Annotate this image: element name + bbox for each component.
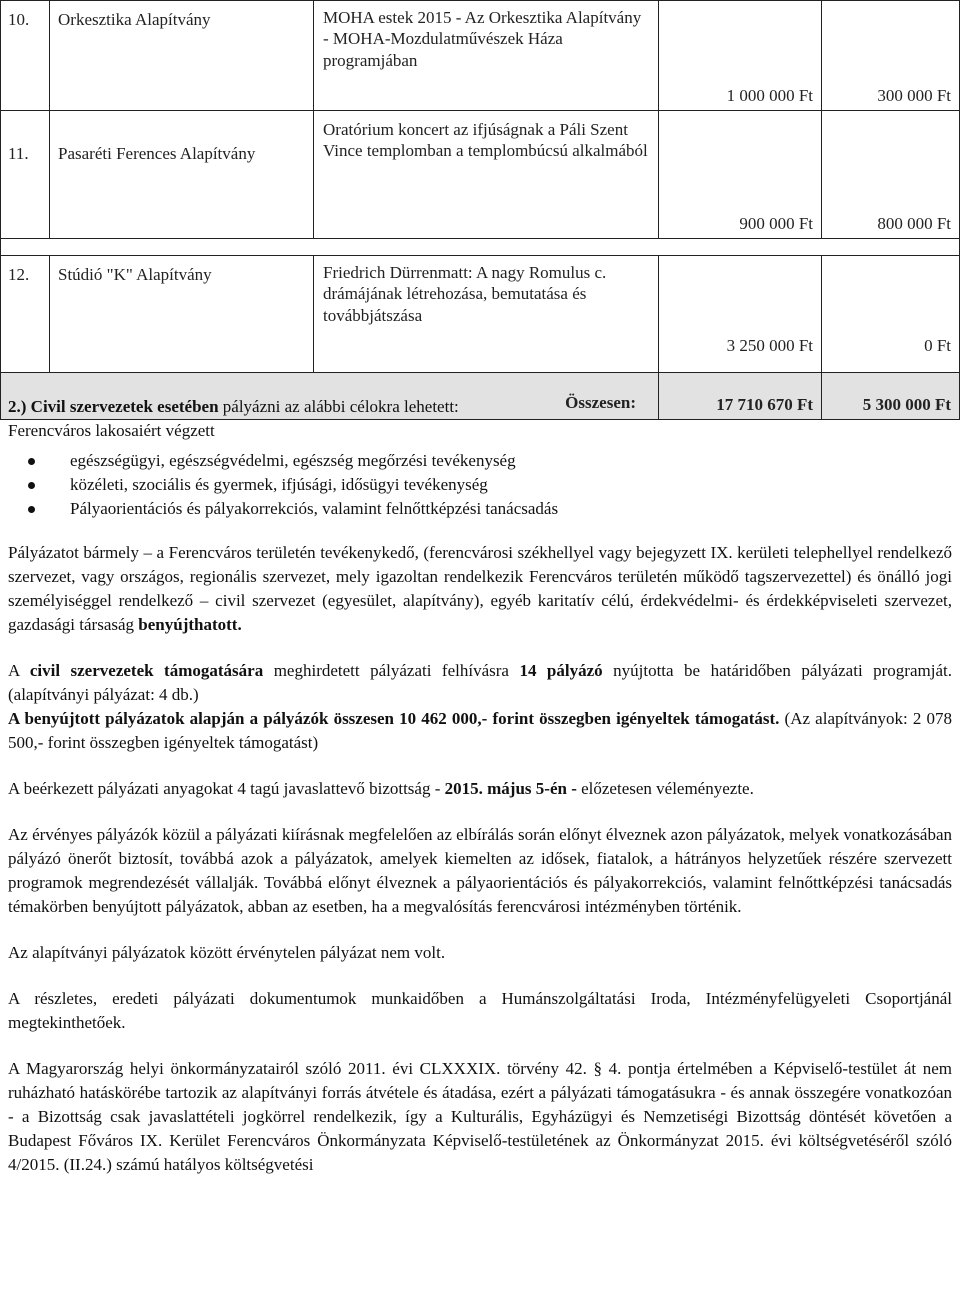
list-item: közéleti, szociális és gyermek, ifjúsági, idősügyi tevékenység <box>8 473 952 497</box>
eligibility-bold: benyújthatott. <box>138 615 242 634</box>
criteria-paragraph: Az érvényes pályázók közül a pályázati kiírásnak megfelelően az elbírálás során előnyt élveznek azon pályázatok, melyek vonatkozásában pályázó önerőt biztosít, továbbá azok a pályázatok, amelyek kiemelten az idősek, fiatalok, a hátrányos helyzetűek részére szervezett programok megrendezését vállalják. Továbbá előnyt élveznek a pályaorientációs és pályakorrekciós, valamint felnőttképzési tanácsadás témakörben benyújtott pályázatok, abban az esetben, ha a megvalósítás ferencvárosi intézményben történik. <box>8 825 952 916</box>
text-span: A beérkezett pályázati anyagokat 4 tagú javaslattevő bizottság - <box>8 779 445 798</box>
total-requested: 17 710 670 Ft <box>659 373 822 420</box>
text-span: nyújtotta be határidőben pályázati programját. (alapítványi pályázat: 4 db.) <box>8 661 952 704</box>
section-subtitle: Ferencváros lakosaiért végzett <box>8 421 215 440</box>
bold-span: A benyújtott pályázatok alapján a pályázók összesen 10 462 000,- forint összegben igényeltek támogatást. <box>8 709 780 728</box>
section-intro <box>8 395 952 419</box>
row-number: 10. <box>1 1 50 111</box>
section-intro-bold: 2.) Civil szervezetek esetében <box>8 397 219 416</box>
invalid-paragraph: Az alapítványi pályázatok között érvénytelen pályázat nem volt. <box>8 943 446 962</box>
project-title: Oratórium koncert az ifjúságnak a Páli Szent Vince templomban a templombúcsú alkalmából <box>314 111 659 239</box>
granted-amount: 800 000 Ft <box>822 111 960 239</box>
organization-name: Pasaréti Ferences Alapítvány <box>50 111 314 239</box>
text-span: A <box>8 661 30 680</box>
text-span: meghirdetett pályázati felhívásra <box>263 661 520 680</box>
bold-span: 2015. május 5-én - <box>444 779 577 798</box>
documents-paragraph: A részletes, eredeti pályázati dokumentumok munkaidőben a Humánszolgáltatási Iroda, Intézményfelügyeleti Csoportjánál megtekinthetőek. <box>8 989 952 1032</box>
committee-paragraph <box>8 777 952 801</box>
list-item: Pályaorientációs és pályakorrekciós, valamint felnőttképzési tanácsadás <box>8 497 952 521</box>
grants-table <box>0 0 960 420</box>
eligibility-paragraph <box>8 541 952 637</box>
table-row <box>1 111 960 239</box>
table-row <box>1 1 960 111</box>
bold-span: 14 pályázó <box>519 661 603 680</box>
applicants-paragraph <box>8 659 952 707</box>
row-number: 11. <box>1 111 50 239</box>
organization-name: Stúdió "K" Alapítvány <box>50 256 314 373</box>
purpose-list <box>8 449 952 521</box>
total-granted: 5 300 000 Ft <box>822 373 960 420</box>
table-row <box>1 256 960 373</box>
project-title: Friedrich Dürrenmatt: A nagy Romulus c. drámájának létrehozása, bemutatása és továbbjátszása <box>314 256 659 373</box>
requested-total-paragraph <box>8 707 952 755</box>
section-intro-rest: pályázni az alábbi célokra lehetett: <box>218 397 459 416</box>
text-span: előzetesen véleményezte. <box>576 779 754 798</box>
bold-span: civil szervezetek támogatására <box>29 661 264 680</box>
requested-amount: 900 000 Ft <box>659 111 822 239</box>
project-title: MOHA estek 2015 - Az Orkesztika Alapítvány - MOHA-Mozdulatművészek Háza programjában <box>314 1 659 111</box>
document-body <box>8 395 952 1177</box>
row-number: 12. <box>1 256 50 373</box>
requested-amount: 3 250 000 Ft <box>659 256 822 373</box>
organization-name: Orkesztika Alapítvány <box>50 1 314 111</box>
granted-amount: 300 000 Ft <box>822 1 960 111</box>
legal-paragraph: A Magyarország helyi önkormányzatairól szóló 2011. évi CLXXXIX. törvény 42. § 4. pontja értelmében a Képviselő-testület át nem ruházható hatáskörébe tartozik az alapítványi forrás átvétele és átadása, ezért a pályázati támogatásukra - és annak összegére vonatkozóan - a Bizottság csak javaslattételi jogkörrel rendelkezik, így a Kulturális, Egyházügyi és Nemzetiségi Bizottság döntését követően a Budapest Főváros IX. Kerület Ferencváros Önkormányzata Képviselő-testületének az Önkormányzat 2015. évi költségvetéséről szóló 4/2015. (II.24.) számú hatályos költségvetési <box>8 1059 952 1174</box>
table-gap <box>1 239 960 256</box>
list-item: egészségügyi, egészségvédelmi, egészség megőrzési tevékenység <box>8 449 952 473</box>
requested-amount: 1 000 000 Ft <box>659 1 822 111</box>
eligibility-text: Pályázatot bármely – a Ferencváros területén tevékenykedő, (ferencvárosi székhellyel vagy bejegyzett IX. kerületi telephellyel rendelkező szervezet, vagy országos, regionális szervezet, mely igazoltan rendelkezik Ferencváros területén működő tagszervezettel) és önálló jogi személyiséggel rendelkező – civil szervezet (egyesület, alapítvány), egyéb karitatív célú, érdekvédelmi- és érdekképviseleti szervezet, gazdasági társaság <box>8 543 952 634</box>
text-span: (Az alapítványok: 2 078 500,- forint összegben igényeltek támogatást) <box>8 709 952 752</box>
granted-amount: 0 Ft <box>822 256 960 373</box>
total-label: Összesen: <box>1 373 659 420</box>
